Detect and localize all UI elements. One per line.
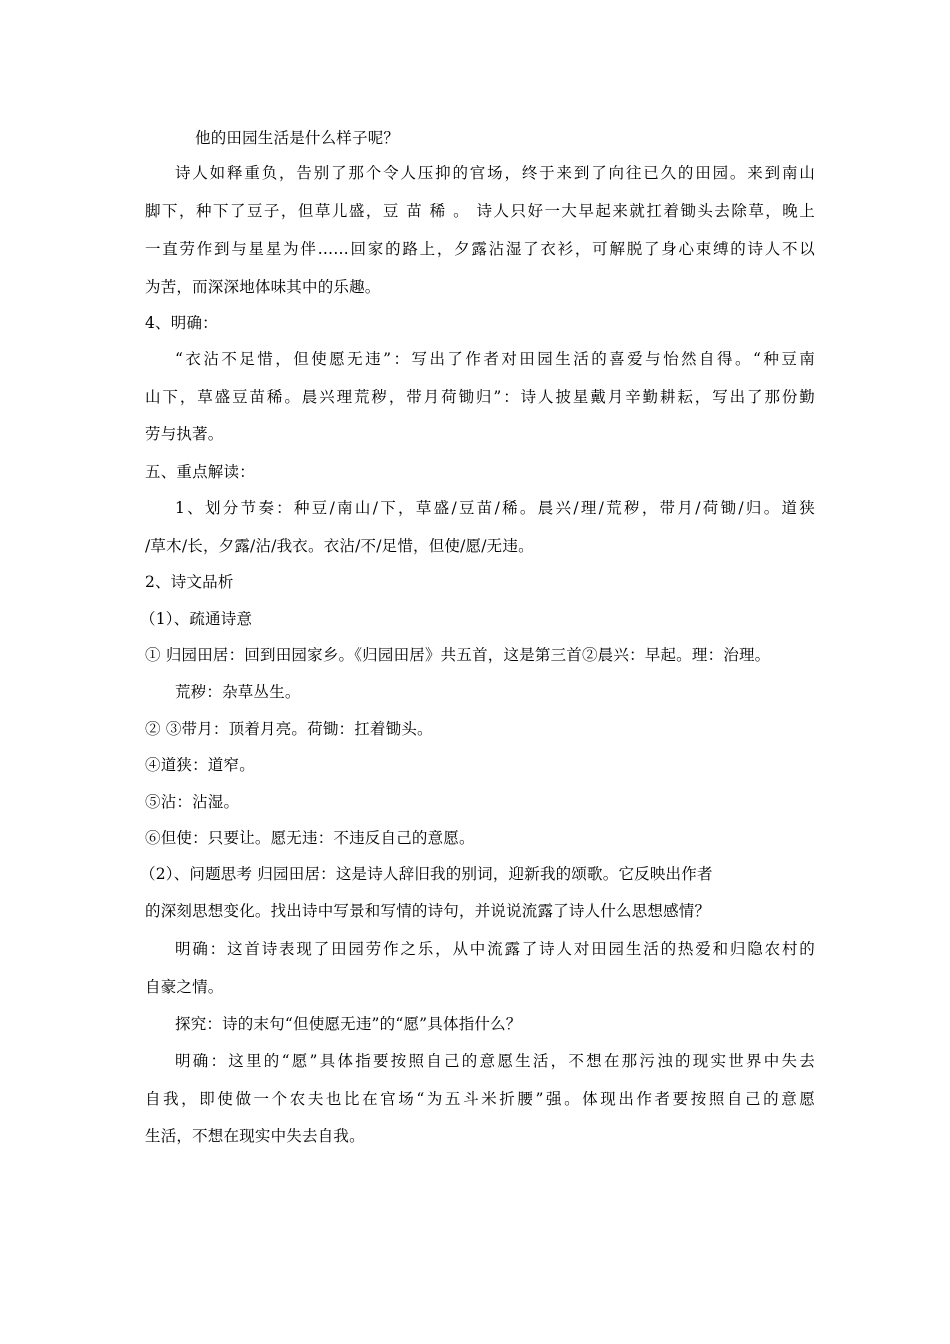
text-line-answer-3: 劳与执著。 xyxy=(145,425,224,443)
text-line-answer-8: 生活，不想在现实中失去自我。 xyxy=(145,1127,365,1145)
text-line-paragraph-1: 诗人如释重负，告别了那个令人压抑的官场，终于来到了向往已久的田园。来到南山 xyxy=(175,164,815,182)
text-line-explore: 探究：诗的末句“但使愿无违”的“愿”具体指什么？ xyxy=(175,1015,522,1033)
text-line-paragraph-4: 为苦，而深深地体味其中的乐趣。 xyxy=(145,278,381,296)
text-line-paragraph-3: 一直劳作到与星星为伴……回家的路上，夕露沾湿了衣衫，可解脱了身心束缚的诗人不以 xyxy=(145,240,815,258)
text-line-answer-1: “衣沾不足惜，但使愿无违”：写出了作者对田园生活的喜爱与怡然自得。“种豆南 xyxy=(175,350,815,368)
text-line-answer-5: 自豪之情。 xyxy=(145,978,224,996)
text-line-answer-6: 明确：这里的“愿”具体指要按照自己的意愿生活，不想在那污浊的现实世界中失去 xyxy=(175,1052,815,1070)
text-line-answer-7: 自我，即使做一个农夫也比在官场“为五斗米折腰”强。体现出作者要按照自己的意愿 xyxy=(145,1090,815,1108)
note-line-6: ⑥但使：只要让。愿无违：不违反自己的意愿。 xyxy=(145,829,475,847)
text-line-rhythm-2: /草木/长，夕露/沾/我衣。衣沾/不/足惜，但使/愿/无违。 xyxy=(145,537,534,555)
text-line-thinking-1: （2）、问题思考 归园田居：这是诗人辞旧我的别词，迎新我的颂歌。它反映出作者 xyxy=(140,865,713,883)
subsection-heading: 2、诗文品析 xyxy=(145,573,234,591)
note-line-3: ② ③带月：顶着月亮。荷锄：扛着锄头。 xyxy=(145,720,433,738)
note-line-2: 荒秽：杂草丛生。 xyxy=(175,683,301,701)
note-line-4: ④道狭：道窄。 xyxy=(145,756,255,774)
text-line-rhythm-1: 1、划分节奏：种豆/南山/下，草盛/豆苗/稀。晨兴/理/荒秽，带月/荷锄/归。道狭 xyxy=(175,499,815,517)
note-line-1: ① 归园田居：回到田园家乡。《归园田居》共五首，这是第三首②晨兴：早起。理：治理。 xyxy=(145,646,771,664)
text-line-answer-4: 明确：这首诗表现了田园劳作之乐，从中流露了诗人对田园生活的热爱和归隐农村的 xyxy=(175,940,815,958)
text-line-question: 他的田园生活是什么样子呢？ xyxy=(195,129,400,147)
section-heading-4: 4、明确： xyxy=(145,314,218,332)
note-line-5: ⑤沾：沾湿。 xyxy=(145,793,240,811)
subsection-item-1: （1）、疏通诗意 xyxy=(140,610,253,628)
section-heading-5: 五、重点解读： xyxy=(145,463,255,481)
text-line-answer-2: 山下，草盛豆苗稀。晨兴理荒秽，带月荷锄归”：诗人披星戴月辛勤耕耘，写出了那份勤 xyxy=(145,388,815,406)
text-line-thinking-2: 的深刻思想变化。找出诗中写景和写情的诗句，并说说流露了诗人什么思想感情？ xyxy=(145,902,711,920)
text-line-paragraph-2: 脚下，种下了豆子，但草儿盛，豆 苗 稀 。 诗人只好一大早起来就扛着锄头去除草，晚上 xyxy=(145,202,815,220)
